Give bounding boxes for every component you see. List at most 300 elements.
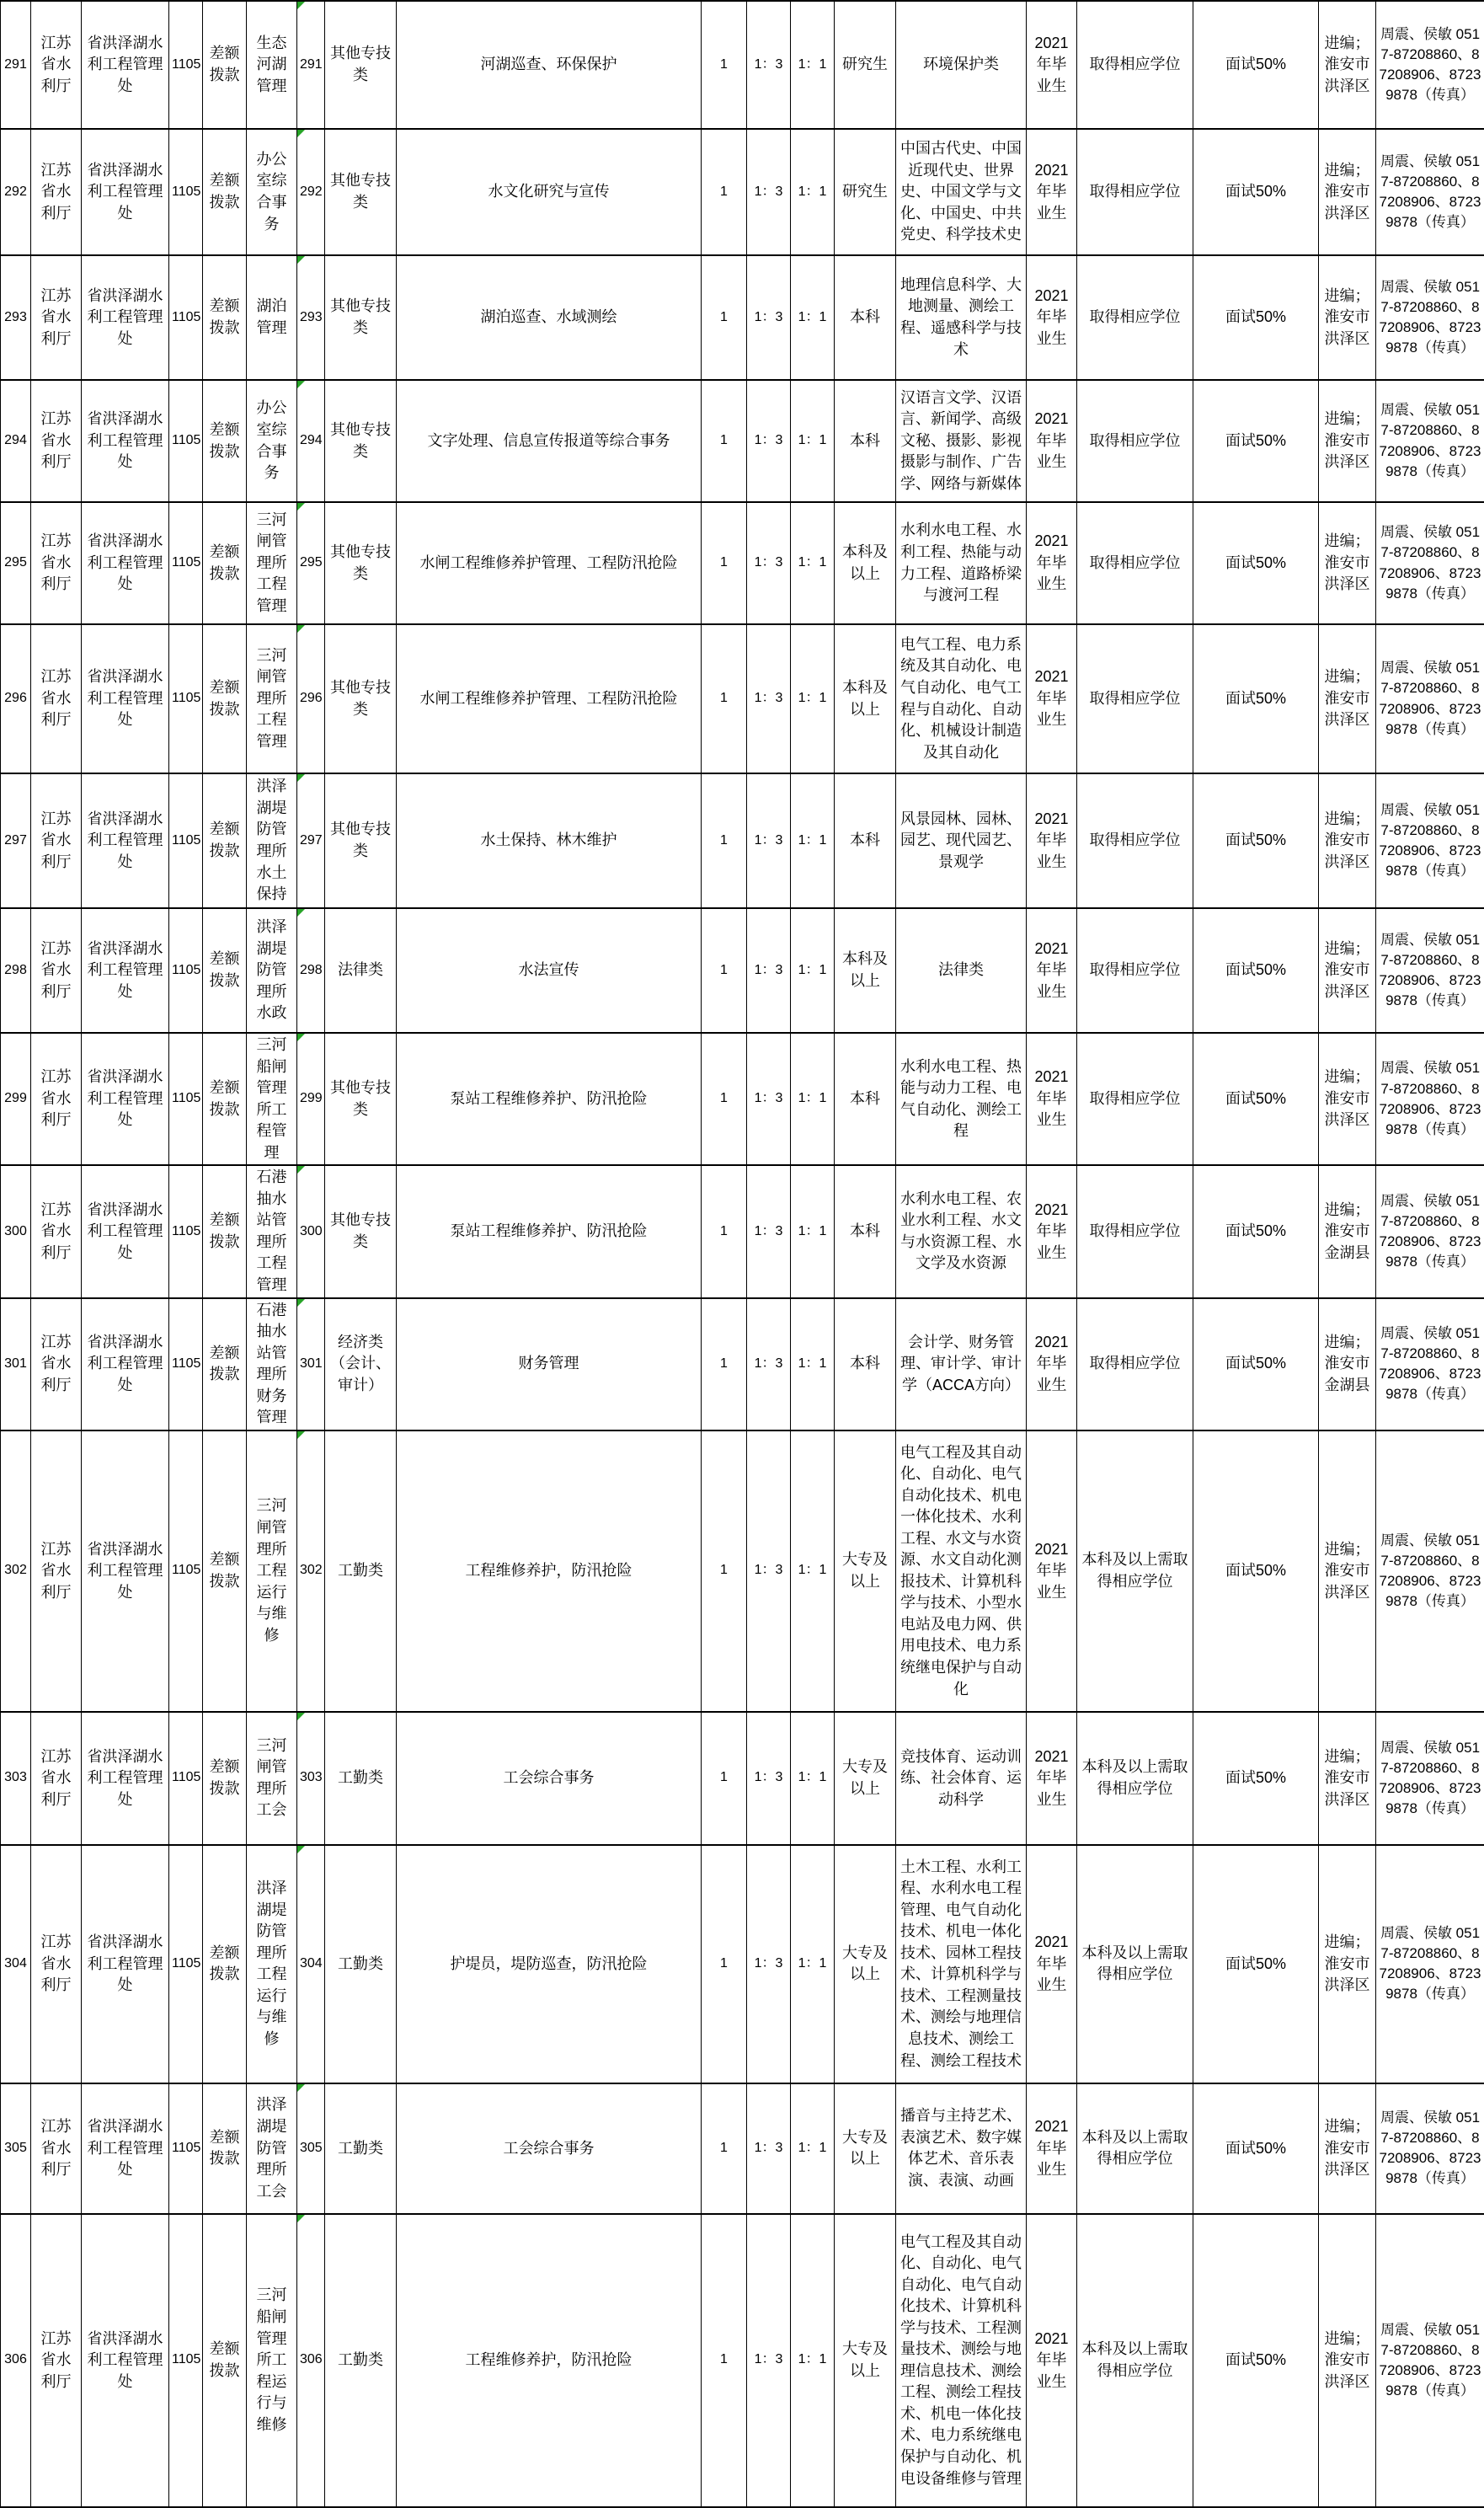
cell-unit-code: 1105 xyxy=(169,624,203,773)
cell-ratio-hire: 1：1 xyxy=(791,1845,835,2083)
cell-section: 三河闸管理所工会 xyxy=(247,1712,297,1845)
cell-openings: 1 xyxy=(702,380,747,502)
cell-majors: 电气工程、电力系统及其自动化、电气自动化、电气工程与自动化、自动化、机械设计制造及其自动化 xyxy=(896,624,1027,773)
cell-education: 本科 xyxy=(835,380,896,502)
cell-seq: 298 xyxy=(1,908,31,1033)
cell-contact: 周震、侯敏 0517-87208860、87208906、87239878（传真） xyxy=(1376,1165,1484,1297)
cell-ratio-exam: 1：3 xyxy=(747,1165,791,1297)
cell-contact: 周震、侯敏 0517-87208860、87208906、87239878（传真） xyxy=(1376,1033,1484,1165)
cell-exam-form: 面试50% xyxy=(1193,380,1319,502)
cell-majors: 汉语言文学、汉语言、新闻学、高级文秘、摄影、影视摄影与制作、广告学、网络与新媒体 xyxy=(896,380,1027,502)
cell-ratio-exam: 1：3 xyxy=(747,1033,791,1165)
cell-graduate: 2021年毕业生 xyxy=(1027,380,1077,502)
cell-pos-code xyxy=(297,380,325,502)
cell-openings: 1 xyxy=(702,1712,747,1845)
cell-category: 其他专技类 xyxy=(325,624,397,773)
cell-unit-code: 1105 xyxy=(169,908,203,1033)
cell-pos-code xyxy=(297,2214,325,2507)
cell-education: 本科 xyxy=(835,773,896,908)
cell-exam-form: 面试50% xyxy=(1193,2214,1319,2507)
cell-section: 三河船闸管理所工程运行与维修 xyxy=(247,2214,297,2507)
cell-authority: 江苏省水利厅 xyxy=(31,1845,82,2083)
cell-contact: 周震、侯敏 0517-87208860、87208906、87239878（传真） xyxy=(1376,2214,1484,2507)
cell-pos-code xyxy=(297,1033,325,1165)
cell-section: 洪泽湖堤防管理所水土保持 xyxy=(247,773,297,908)
cell-section: 三河闸管理所工程管理 xyxy=(247,502,297,624)
cell-note: 进编；淮安市洪泽区 xyxy=(1319,1712,1376,1845)
cell-authority: 江苏省水利厅 xyxy=(31,2214,82,2507)
cell-section: 办公室综合事务 xyxy=(247,380,297,502)
cell-category: 其他专技类 xyxy=(325,1033,397,1165)
cell-duties: 水文化研究与宣传 xyxy=(397,129,702,255)
cell-seq: 304 xyxy=(1,1845,31,2083)
cell-funding: 差额拨款 xyxy=(203,1165,247,1297)
flag-triangle-icon xyxy=(297,774,305,782)
cell-contact: 周震、侯敏 0517-87208860、87208906、87239878（传真） xyxy=(1376,255,1484,380)
cell-exam-form: 面试50% xyxy=(1193,2083,1319,2214)
cell-other-req: 取得相应学位 xyxy=(1077,380,1193,502)
cell-ratio-hire: 1：1 xyxy=(791,1033,835,1165)
cell-duties: 湖泊巡查、水域测绘 xyxy=(397,255,702,380)
cell-duties: 财务管理 xyxy=(397,1298,702,1430)
cell-contact: 周震、侯敏 0517-87208860、87208906、87239878（传真） xyxy=(1376,624,1484,773)
cell-authority: 江苏省水利厅 xyxy=(31,1298,82,1430)
cell-graduate: 2021年毕业生 xyxy=(1027,2214,1077,2507)
cell-ratio-hire: 1：1 xyxy=(791,624,835,773)
cell-note: 进编；淮安市洪泽区 xyxy=(1319,1,1376,129)
cell-category: 其他专技类 xyxy=(325,773,397,908)
cell-duties: 文字处理、信息宣传报道等综合事务 xyxy=(397,380,702,502)
cell-unit: 省洪泽湖水利工程管理处 xyxy=(82,1165,169,1297)
cell-seq: 291 xyxy=(1,1,31,129)
table-row xyxy=(1,502,1484,624)
cell-category: 其他专技类 xyxy=(325,129,397,255)
cell-pos-code xyxy=(297,1712,325,1845)
cell-education: 本科及以上 xyxy=(835,908,896,1033)
cell-majors: 中国古代史、中国近现代史、世界史、中国文学与文化、中国史、中共党史、科学技术史 xyxy=(896,129,1027,255)
cell-unit: 省洪泽湖水利工程管理处 xyxy=(82,1712,169,1845)
cell-openings: 1 xyxy=(702,502,747,624)
cell-other-req: 取得相应学位 xyxy=(1077,908,1193,1033)
cell-category: 法律类 xyxy=(325,908,397,1033)
cell-pos-code-text: 303 xyxy=(300,1770,323,1784)
cell-unit-code: 1105 xyxy=(169,2214,203,2507)
cell-duties: 河湖巡查、环保保护 xyxy=(397,1,702,129)
cell-duties: 水闸工程维修养护管理、工程防汛抢险 xyxy=(397,502,702,624)
cell-openings: 1 xyxy=(702,2083,747,2214)
cell-seq: 293 xyxy=(1,255,31,380)
cell-unit: 省洪泽湖水利工程管理处 xyxy=(82,129,169,255)
cell-ratio-exam: 1：3 xyxy=(747,380,791,502)
cell-unit: 省洪泽湖水利工程管理处 xyxy=(82,773,169,908)
cell-funding: 差额拨款 xyxy=(203,2083,247,2214)
cell-majors: 竞技体育、运动训练、社会体育、运动科学 xyxy=(896,1712,1027,1845)
cell-ratio-hire: 1：1 xyxy=(791,502,835,624)
cell-ratio-exam: 1：3 xyxy=(747,1,791,129)
cell-pos-code-text: 306 xyxy=(300,2352,323,2366)
cell-ratio-hire: 1：1 xyxy=(791,129,835,255)
cell-unit: 省洪泽湖水利工程管理处 xyxy=(82,380,169,502)
cell-ratio-hire: 1：1 xyxy=(791,1712,835,1845)
cell-category: 其他专技类 xyxy=(325,380,397,502)
cell-unit: 省洪泽湖水利工程管理处 xyxy=(82,502,169,624)
cell-pos-code-text: 291 xyxy=(300,57,323,72)
cell-unit-code: 1105 xyxy=(169,1298,203,1430)
cell-graduate: 2021年毕业生 xyxy=(1027,1298,1077,1430)
table-row xyxy=(1,1,1484,129)
cell-ratio-hire: 1：1 xyxy=(791,773,835,908)
cell-authority: 江苏省水利厅 xyxy=(31,1033,82,1165)
cell-pos-code-text: 295 xyxy=(300,555,323,570)
cell-section: 洪泽湖堤防管理所水政 xyxy=(247,908,297,1033)
cell-other-req: 本科及以上需取得相应学位 xyxy=(1077,1712,1193,1845)
cell-graduate: 2021年毕业生 xyxy=(1027,129,1077,255)
flag-triangle-icon xyxy=(297,1034,305,1041)
cell-openings: 1 xyxy=(702,773,747,908)
cell-pos-code-text: 294 xyxy=(300,433,323,447)
flag-triangle-icon xyxy=(297,1431,305,1439)
cell-unit: 省洪泽湖水利工程管理处 xyxy=(82,2083,169,2214)
cell-ratio-exam: 1：3 xyxy=(747,2214,791,2507)
cell-openings: 1 xyxy=(702,908,747,1033)
cell-ratio-exam: 1：3 xyxy=(747,773,791,908)
cell-other-req: 取得相应学位 xyxy=(1077,502,1193,624)
cell-duties: 工会综合事务 xyxy=(397,2083,702,2214)
cell-exam-form: 面试50% xyxy=(1193,1712,1319,1845)
cell-pos-code xyxy=(297,1430,325,1712)
cell-category: 工勤类 xyxy=(325,2214,397,2507)
cell-graduate: 2021年毕业生 xyxy=(1027,2083,1077,2214)
cell-seq: 299 xyxy=(1,1033,31,1165)
cell-ratio-exam: 1：3 xyxy=(747,1298,791,1430)
cell-ratio-hire: 1：1 xyxy=(791,1298,835,1430)
cell-exam-form: 面试50% xyxy=(1193,1165,1319,1297)
cell-majors: 电气工程及其自动化、自动化、电气自动化、电气自动化技术、计算机科学与技术、工程测量技术、测绘与地理信息技术、测绘工程、测绘工程技术、机电一体化技术、电力系统继电保护与自动化、机电设备维修与管理 xyxy=(896,2214,1027,2507)
cell-note: 进编；淮安市洪泽区 xyxy=(1319,2083,1376,2214)
cell-openings: 1 xyxy=(702,129,747,255)
cell-unit: 省洪泽湖水利工程管理处 xyxy=(82,908,169,1033)
flag-triangle-icon xyxy=(297,130,305,137)
cell-authority: 江苏省水利厅 xyxy=(31,2083,82,2214)
cell-ratio-hire: 1：1 xyxy=(791,255,835,380)
cell-ratio-hire: 1：1 xyxy=(791,1,835,129)
cell-funding: 差额拨款 xyxy=(203,1430,247,1712)
cell-exam-form: 面试50% xyxy=(1193,1845,1319,2083)
cell-unit: 省洪泽湖水利工程管理处 xyxy=(82,1845,169,2083)
cell-section: 洪泽湖堤防管理所工程运行与维修 xyxy=(247,1845,297,2083)
cell-education: 本科 xyxy=(835,255,896,380)
cell-graduate: 2021年毕业生 xyxy=(1027,1845,1077,2083)
cell-education: 本科及以上 xyxy=(835,502,896,624)
cell-authority: 江苏省水利厅 xyxy=(31,1430,82,1712)
cell-category: 经济类（会计、审计） xyxy=(325,1298,397,1430)
cell-majors: 法律类 xyxy=(896,908,1027,1033)
cell-graduate: 2021年毕业生 xyxy=(1027,908,1077,1033)
cell-graduate: 2021年毕业生 xyxy=(1027,1430,1077,1712)
cell-openings: 1 xyxy=(702,1033,747,1165)
cell-pos-code-text: 305 xyxy=(300,2141,323,2155)
cell-authority: 江苏省水利厅 xyxy=(31,908,82,1033)
cell-exam-form: 面试50% xyxy=(1193,502,1319,624)
cell-category: 工勤类 xyxy=(325,1845,397,2083)
cell-other-req: 取得相应学位 xyxy=(1077,773,1193,908)
cell-ratio-hire: 1：1 xyxy=(791,1430,835,1712)
cell-pos-code xyxy=(297,502,325,624)
cell-contact: 周震、侯敏 0517-87208860、87208906、87239878（传真） xyxy=(1376,380,1484,502)
cell-seq: 297 xyxy=(1,773,31,908)
cell-unit-code: 1105 xyxy=(169,1845,203,2083)
cell-pos-code xyxy=(297,908,325,1033)
cell-majors: 电气工程及其自动化、自动化、电气自动化技术、机电一体化技术、水利工程、水文与水资源、水文自动化测报技术、计算机科学与技术、小型水电站及电力网、供用电技术、电力系统继电保护与自动化 xyxy=(896,1430,1027,1712)
cell-funding: 差额拨款 xyxy=(203,1,247,129)
cell-category: 工勤类 xyxy=(325,2083,397,2214)
cell-exam-form: 面试50% xyxy=(1193,1,1319,129)
cell-exam-form: 面试50% xyxy=(1193,255,1319,380)
table-row xyxy=(1,380,1484,502)
cell-openings: 1 xyxy=(702,2214,747,2507)
cell-ratio-exam: 1：3 xyxy=(747,129,791,255)
cell-contact: 周震、侯敏 0517-87208860、87208906、87239878（传真） xyxy=(1376,2083,1484,2214)
cell-note: 进编；淮安市洪泽区 xyxy=(1319,1430,1376,1712)
cell-section: 洪泽湖堤防管理所工会 xyxy=(247,2083,297,2214)
cell-pos-code xyxy=(297,1845,325,2083)
cell-graduate: 2021年毕业生 xyxy=(1027,1,1077,129)
cell-section: 三河船闸管理所工程管理 xyxy=(247,1033,297,1165)
cell-duties: 工程维修养护，防汛抢险 xyxy=(397,1430,702,1712)
cell-unit: 省洪泽湖水利工程管理处 xyxy=(82,1,169,129)
cell-ratio-hire: 1：1 xyxy=(791,2214,835,2507)
cell-other-req: 取得相应学位 xyxy=(1077,1,1193,129)
cell-other-req: 本科及以上需取得相应学位 xyxy=(1077,2083,1193,2214)
cell-note: 进编；淮安市洪泽区 xyxy=(1319,255,1376,380)
cell-openings: 1 xyxy=(702,1,747,129)
cell-note: 进编；淮安市金湖县 xyxy=(1319,1165,1376,1297)
cell-exam-form: 面试50% xyxy=(1193,773,1319,908)
cell-exam-form: 面试50% xyxy=(1193,1033,1319,1165)
cell-openings: 1 xyxy=(702,1298,747,1430)
cell-category: 其他专技类 xyxy=(325,1165,397,1297)
table-row xyxy=(1,1298,1484,1430)
cell-graduate: 2021年毕业生 xyxy=(1027,502,1077,624)
cell-contact: 周震、侯敏 0517-87208860、87208906、87239878（传真） xyxy=(1376,908,1484,1033)
cell-majors: 地理信息科学、大地测量、测绘工程、遥感科学与技术 xyxy=(896,255,1027,380)
flag-triangle-icon xyxy=(297,256,305,264)
cell-unit: 省洪泽湖水利工程管理处 xyxy=(82,255,169,380)
cell-exam-form: 面试50% xyxy=(1193,908,1319,1033)
cell-ratio-exam: 1：3 xyxy=(747,908,791,1033)
cell-unit: 省洪泽湖水利工程管理处 xyxy=(82,2214,169,2507)
cell-unit-code: 1105 xyxy=(169,502,203,624)
cell-openings: 1 xyxy=(702,1430,747,1712)
cell-ratio-hire: 1：1 xyxy=(791,1165,835,1297)
cell-section: 三河闸管理所工程管理 xyxy=(247,624,297,773)
cell-note: 进编；淮安市洪泽区 xyxy=(1319,502,1376,624)
cell-category: 工勤类 xyxy=(325,1430,397,1712)
cell-unit-code: 1105 xyxy=(169,255,203,380)
cell-authority: 江苏省水利厅 xyxy=(31,129,82,255)
cell-unit: 省洪泽湖水利工程管理处 xyxy=(82,1430,169,1712)
cell-seq: 296 xyxy=(1,624,31,773)
cell-category: 其他专技类 xyxy=(325,255,397,380)
cell-exam-form: 面试50% xyxy=(1193,1430,1319,1712)
cell-education: 本科及以上 xyxy=(835,624,896,773)
cell-exam-form: 面试50% xyxy=(1193,129,1319,255)
cell-pos-code xyxy=(297,1,325,129)
table-row xyxy=(1,1430,1484,1712)
cell-ratio-exam: 1：3 xyxy=(747,624,791,773)
cell-authority: 江苏省水利厅 xyxy=(31,624,82,773)
cell-note: 进编；淮安市洪泽区 xyxy=(1319,1033,1376,1165)
cell-pos-code-text: 299 xyxy=(300,1091,323,1105)
cell-note: 进编；淮安市洪泽区 xyxy=(1319,773,1376,908)
cell-other-req: 本科及以上需取得相应学位 xyxy=(1077,1845,1193,2083)
cell-education: 本科 xyxy=(835,1033,896,1165)
cell-ratio-exam: 1：3 xyxy=(747,502,791,624)
cell-majors: 水利水电工程、农业水利工程、水文与水资源工程、水文学及水资源 xyxy=(896,1165,1027,1297)
cell-pos-code-text: 297 xyxy=(300,833,323,848)
cell-category: 其他专技类 xyxy=(325,502,397,624)
cell-funding: 差额拨款 xyxy=(203,1033,247,1165)
cell-contact: 周震、侯敏 0517-87208860、87208906、87239878（传真） xyxy=(1376,1845,1484,2083)
cell-seq: 300 xyxy=(1,1165,31,1297)
cell-ratio-hire: 1：1 xyxy=(791,380,835,502)
cell-seq: 301 xyxy=(1,1298,31,1430)
cell-seq: 305 xyxy=(1,2083,31,2214)
cell-duties: 泵站工程维修养护、防汛抢险 xyxy=(397,1165,702,1297)
cell-duties: 水土保持、林木维护 xyxy=(397,773,702,908)
cell-unit-code: 1105 xyxy=(169,2083,203,2214)
cell-funding: 差额拨款 xyxy=(203,908,247,1033)
cell-pos-code-text: 296 xyxy=(300,691,323,705)
cell-other-req: 取得相应学位 xyxy=(1077,1165,1193,1297)
cell-openings: 1 xyxy=(702,624,747,773)
cell-unit-code: 1105 xyxy=(169,1165,203,1297)
table-row xyxy=(1,1033,1484,1165)
cell-education: 研究生 xyxy=(835,1,896,129)
cell-pos-code-text: 301 xyxy=(300,1356,323,1371)
cell-majors: 环境保护类 xyxy=(896,1,1027,129)
cell-education: 大专及以上 xyxy=(835,1430,896,1712)
cell-unit: 省洪泽湖水利工程管理处 xyxy=(82,1298,169,1430)
cell-duties: 水闸工程维修养护管理、工程防汛抢险 xyxy=(397,624,702,773)
cell-note: 进编；淮安市金湖县 xyxy=(1319,1298,1376,1430)
cell-pos-code xyxy=(297,129,325,255)
table-body xyxy=(1,1,1484,2507)
cell-unit: 省洪泽湖水利工程管理处 xyxy=(82,624,169,773)
cell-pos-code xyxy=(297,255,325,380)
cell-section: 石港抽水站管理所工程管理 xyxy=(247,1165,297,1297)
cell-graduate: 2021年毕业生 xyxy=(1027,773,1077,908)
cell-other-req: 取得相应学位 xyxy=(1077,1298,1193,1430)
cell-graduate: 2021年毕业生 xyxy=(1027,1165,1077,1297)
flag-triangle-icon xyxy=(297,909,305,917)
cell-other-req: 本科及以上需取得相应学位 xyxy=(1077,1430,1193,1712)
cell-other-req: 取得相应学位 xyxy=(1077,129,1193,255)
cell-pos-code xyxy=(297,1298,325,1430)
cell-category: 其他专技类 xyxy=(325,1,397,129)
cell-openings: 1 xyxy=(702,255,747,380)
cell-unit-code: 1105 xyxy=(169,773,203,908)
cell-pos-code xyxy=(297,2083,325,2214)
flag-triangle-icon xyxy=(297,381,305,388)
cell-duties: 水法宣传 xyxy=(397,908,702,1033)
flag-triangle-icon xyxy=(297,1846,305,1853)
cell-ratio-exam: 1：3 xyxy=(747,1430,791,1712)
cell-pos-code xyxy=(297,773,325,908)
cell-section: 生态河湖管理 xyxy=(247,1,297,129)
cell-education: 本科 xyxy=(835,1298,896,1430)
cell-ratio-exam: 1：3 xyxy=(747,1845,791,2083)
cell-authority: 江苏省水利厅 xyxy=(31,255,82,380)
cell-authority: 江苏省水利厅 xyxy=(31,1712,82,1845)
cell-seq: 303 xyxy=(1,1712,31,1845)
table-row xyxy=(1,255,1484,380)
cell-unit-code: 1105 xyxy=(169,1,203,129)
flag-triangle-icon xyxy=(297,1713,305,1720)
cell-section: 办公室综合事务 xyxy=(247,129,297,255)
cell-majors: 水利水电工程、水利工程、热能与动力工程、道路桥梁与渡河工程 xyxy=(896,502,1027,624)
cell-note: 进编；淮安市洪泽区 xyxy=(1319,624,1376,773)
cell-authority: 江苏省水利厅 xyxy=(31,1,82,129)
cell-seq: 294 xyxy=(1,380,31,502)
table-row xyxy=(1,129,1484,255)
cell-graduate: 2021年毕业生 xyxy=(1027,255,1077,380)
cell-note: 进编；淮安市洪泽区 xyxy=(1319,908,1376,1033)
flag-triangle-icon xyxy=(297,2215,305,2222)
cell-contact: 周震、侯敏 0517-87208860、87208906、87239878（传真） xyxy=(1376,773,1484,908)
cell-funding: 差额拨款 xyxy=(203,624,247,773)
cell-pos-code-text: 298 xyxy=(300,963,323,977)
cell-majors: 土木工程、水利工程、水利水电工程管理、电气自动化技术、机电一体化技术、园林工程技术、计算机科学与技术、工程测量技术、测绘与地理信息技术、测绘工程、测绘工程技术 xyxy=(896,1845,1027,2083)
cell-graduate: 2021年毕业生 xyxy=(1027,1712,1077,1845)
cell-other-req: 取得相应学位 xyxy=(1077,255,1193,380)
cell-note: 进编；淮安市洪泽区 xyxy=(1319,2214,1376,2507)
cell-ratio-exam: 1：3 xyxy=(747,2083,791,2214)
cell-graduate: 2021年毕业生 xyxy=(1027,1033,1077,1165)
table-row xyxy=(1,2214,1484,2507)
cell-majors: 会计学、财务管理、审计学、审计学（ACCA方向） xyxy=(896,1298,1027,1430)
flag-triangle-icon xyxy=(297,625,305,633)
cell-contact: 周震、侯敏 0517-87208860、87208906、87239878（传真） xyxy=(1376,129,1484,255)
cell-pos-code-text: 304 xyxy=(300,1956,323,1971)
cell-majors: 风景园林、园林、园艺、现代园艺、景观学 xyxy=(896,773,1027,908)
cell-ratio-hire: 1：1 xyxy=(791,908,835,1033)
cell-contact: 周震、侯敏 0517-87208860、87208906、87239878（传真） xyxy=(1376,1298,1484,1430)
cell-funding: 差额拨款 xyxy=(203,2214,247,2507)
cell-duties: 护堤员，堤防巡查，防汛抢险 xyxy=(397,1845,702,2083)
cell-other-req: 取得相应学位 xyxy=(1077,1033,1193,1165)
cell-note: 进编；淮安市洪泽区 xyxy=(1319,1845,1376,2083)
cell-education: 大专及以上 xyxy=(835,2083,896,2214)
cell-note: 进编；淮安市洪泽区 xyxy=(1319,129,1376,255)
cell-unit-code: 1105 xyxy=(169,129,203,255)
cell-funding: 差额拨款 xyxy=(203,380,247,502)
cell-note: 进编；淮安市洪泽区 xyxy=(1319,380,1376,502)
cell-category: 工勤类 xyxy=(325,1712,397,1845)
cell-openings: 1 xyxy=(702,1845,747,2083)
cell-seq: 306 xyxy=(1,2214,31,2507)
cell-funding: 差额拨款 xyxy=(203,1712,247,1845)
cell-pos-code-text: 293 xyxy=(300,310,323,324)
cell-duties: 泵站工程维修养护、防汛抢险 xyxy=(397,1033,702,1165)
cell-funding: 差额拨款 xyxy=(203,1845,247,2083)
table-row xyxy=(1,624,1484,773)
cell-authority: 江苏省水利厅 xyxy=(31,380,82,502)
cell-pos-code-text: 302 xyxy=(300,1563,323,1577)
cell-contact: 周震、侯敏 0517-87208860、87208906、87239878（传真） xyxy=(1376,1712,1484,1845)
cell-other-req: 本科及以上需取得相应学位 xyxy=(1077,2214,1193,2507)
cell-duties: 工程维修养护，防汛抢险 xyxy=(397,2214,702,2507)
